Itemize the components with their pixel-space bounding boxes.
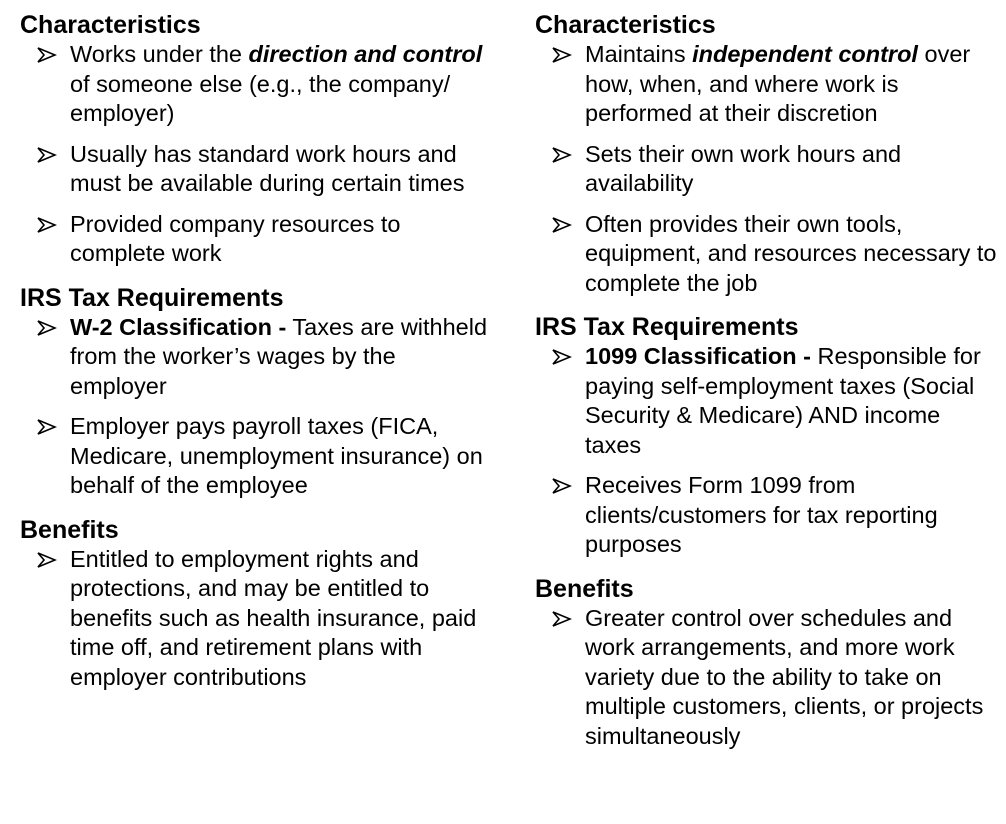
arrow-bullet-icon <box>37 551 57 569</box>
left-characteristics-heading: Characteristics <box>20 11 201 39</box>
arrow-bullet-icon <box>552 348 572 366</box>
list-item <box>20 140 490 199</box>
arrow-bullet-icon <box>552 146 572 164</box>
bullet-text-suffix: Responsible for paying self-employment taxes (Social Security & Medicare) AND income taxes <box>585 343 981 458</box>
left-characteristics-list <box>20 40 490 269</box>
bullet-emphasis: direction and control <box>248 41 483 67</box>
right-benefits-heading: Benefits <box>535 574 634 603</box>
left-benefits-list <box>20 545 490 693</box>
list-item <box>20 313 490 402</box>
bullet-text: Greater control over schedules and work arrangements, and more work variety due to the ability to take on multiple customers, clients, or projects simultaneously <box>585 604 984 749</box>
right-tax-heading: IRS Tax Requirements <box>535 313 799 341</box>
right-characteristics-section <box>535 10 1000 298</box>
left-tax-list <box>20 313 490 501</box>
arrow-bullet-icon <box>37 216 57 234</box>
list-item <box>20 210 490 269</box>
bullet-text: Entitled to employment rights and protections, and may be entitled to benefits such as health insurance, paid time off, and retirement plans with employer contributions <box>70 545 477 690</box>
bullet-text-suffix: Taxes are withheld from the worker’s wages by the employer <box>70 313 488 399</box>
list-item <box>535 604 1000 752</box>
list-item <box>535 210 1000 299</box>
right-tax-section <box>535 312 1000 560</box>
arrow-bullet-icon <box>552 216 572 234</box>
left-characteristics-section <box>20 10 490 269</box>
right-column <box>535 10 1000 765</box>
left-column <box>20 10 490 706</box>
list-item <box>20 40 490 129</box>
list-item <box>535 140 1000 199</box>
left-benefits-section <box>20 515 490 693</box>
list-item <box>535 40 1000 129</box>
left-tax-heading: IRS Tax Requirements <box>20 283 284 312</box>
list-item <box>535 342 1000 460</box>
left-tax-section <box>20 283 490 501</box>
arrow-bullet-icon <box>37 146 57 164</box>
arrow-bullet-icon <box>37 46 57 64</box>
arrow-bullet-icon <box>552 46 572 64</box>
bullet-text-suffix: of someone else (e.g., the company/ employer) <box>70 70 451 126</box>
list-item <box>535 471 1000 560</box>
arrow-bullet-icon <box>37 418 57 436</box>
right-benefits-section <box>535 574 1000 752</box>
left-benefits-heading: Benefits <box>20 515 119 544</box>
bullet-text-suffix: over how, when, and where work is performed at their discretion <box>585 41 971 126</box>
list-item <box>20 545 490 693</box>
arrow-bullet-icon <box>37 319 57 337</box>
bullet-text-prefix: Maintains <box>585 41 693 67</box>
right-characteristics-list <box>535 40 1000 298</box>
bullet-text: Provided company resources to complete work <box>70 210 401 266</box>
right-characteristics-heading: Characteristics <box>535 11 716 39</box>
right-benefits-list <box>535 604 1000 752</box>
list-item <box>20 412 490 501</box>
bullet-text: Sets their own work hours and availability <box>585 140 902 196</box>
arrow-bullet-icon <box>552 610 572 628</box>
bullet-emphasis: 1099 Classification - <box>585 343 811 369</box>
right-tax-list <box>535 342 1000 560</box>
bullet-emphasis: W-2 Classification - <box>70 313 287 340</box>
bullet-text: Usually has standard work hours and must be available during certain times <box>70 140 465 196</box>
bullet-text: Employer pays payroll taxes (FICA, Medicare, unemployment insurance) on behalf of the employee <box>70 413 483 498</box>
bullet-text-prefix: Works under the <box>70 41 249 67</box>
arrow-bullet-icon <box>552 477 572 495</box>
bullet-emphasis: independent control <box>692 41 918 67</box>
bullet-text: Often provides their own tools, equipment, and resources necessary to complete the job <box>585 210 997 296</box>
bullet-text: Receives Form 1099 from clients/customers for tax reporting purposes <box>585 472 938 557</box>
